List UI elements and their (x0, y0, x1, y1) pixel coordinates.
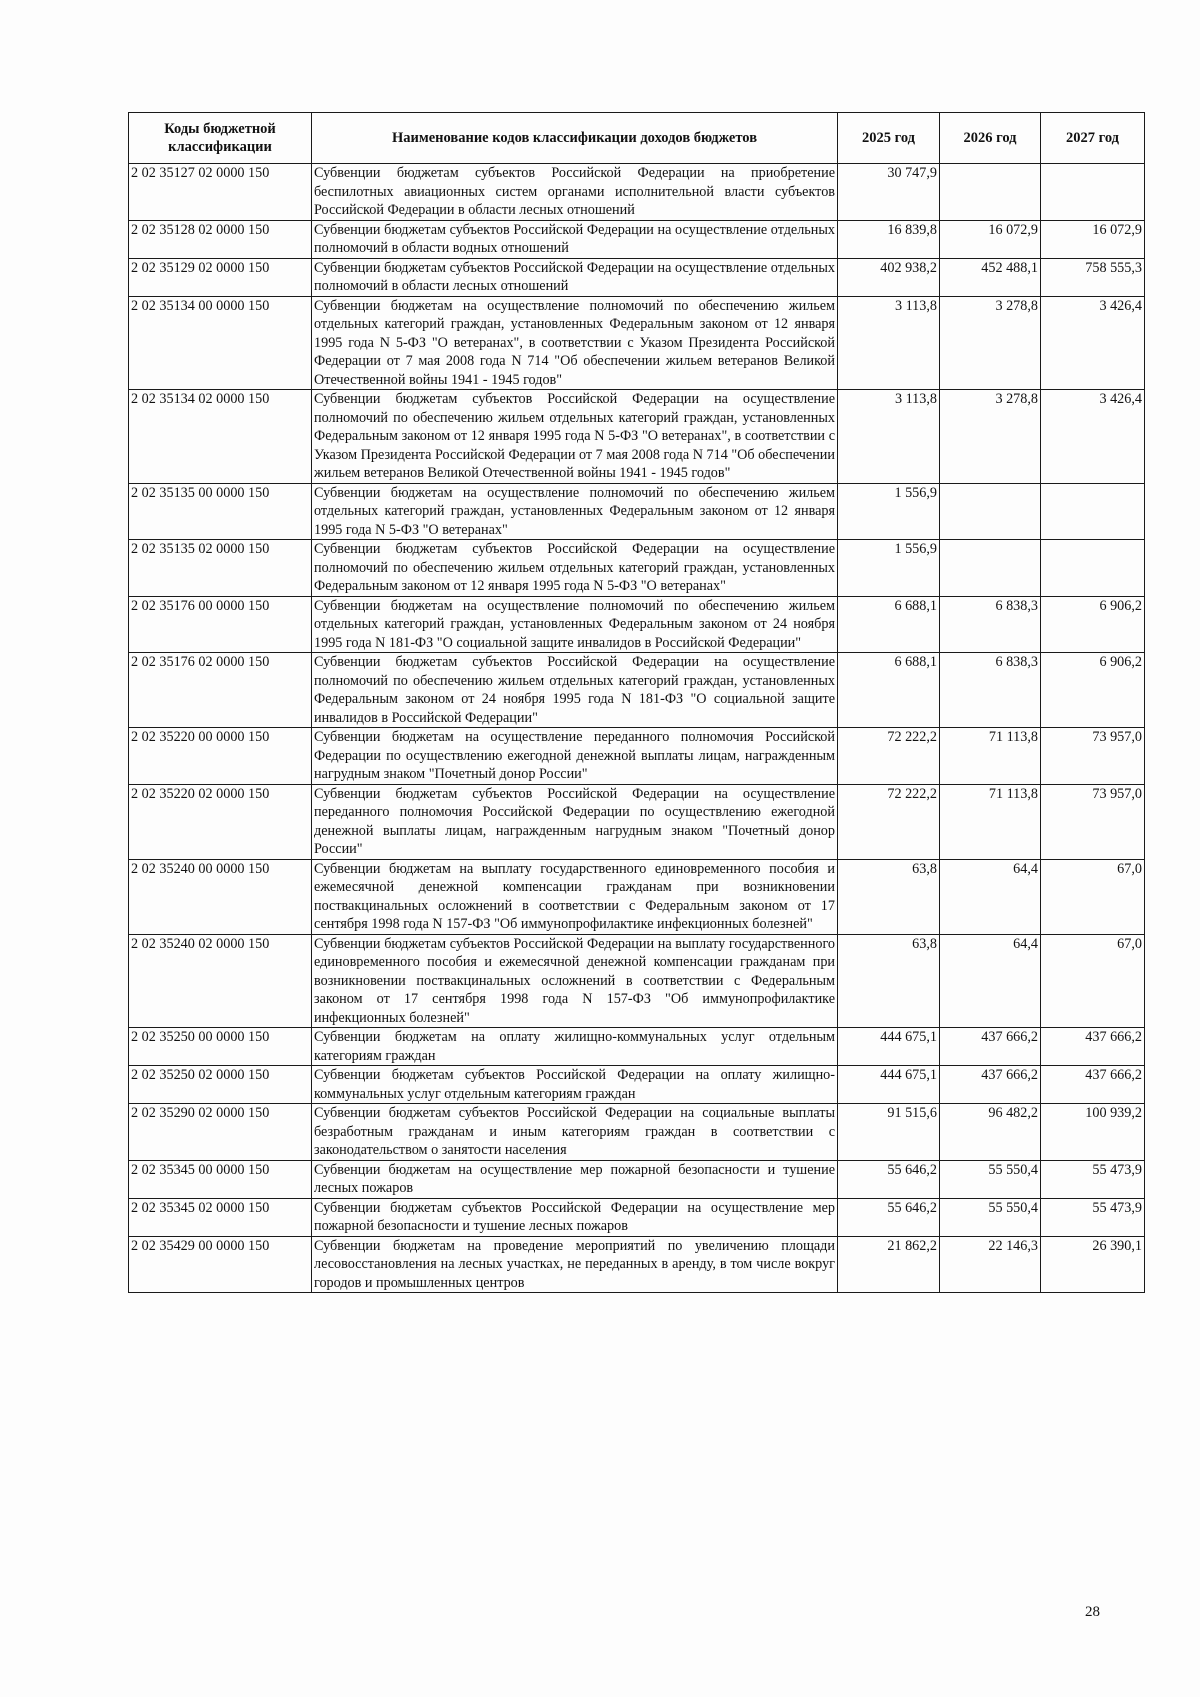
row-name-cell: Субвенции бюджетам субъектов Российской Федерации на осуществление отдельных полномочий в области водных отношений (312, 220, 838, 258)
row-2026-cell: 71 113,8 (940, 728, 1041, 785)
row-code-cell: 2 02 35345 00 0000 150 (129, 1160, 312, 1198)
table-row (129, 1066, 1145, 1104)
table-body (129, 164, 1145, 1293)
row-code-cell: 2 02 35134 02 0000 150 (129, 390, 312, 484)
row-name-cell: Субвенции бюджетам субъектов Российской Федерации на оплату жилищно-коммунальных услуг отдельным категориям граждан (312, 1066, 838, 1104)
row-2026-cell: 437 666,2 (940, 1066, 1041, 1104)
row-2026-cell: 55 550,4 (940, 1160, 1041, 1198)
row-2026-cell: 22 146,3 (940, 1236, 1041, 1293)
row-name-cell: Субвенции бюджетам на осуществление полномочий по обеспечению жильем отдельных категорий граждан, установленных Федеральным законом от 12 января 1995 года N 5-ФЗ "О ветеранах", в соответствии с Указом Президента Российской Федерации от 7 мая 2008 года N 714 "Об обеспечении жильем ветеранов Великой Отечественной войны 1941 - 1945 годов" (312, 296, 838, 390)
header-2026: 2026 год (940, 113, 1041, 164)
row-code-cell: 2 02 35220 00 0000 150 (129, 728, 312, 785)
row-2027-cell (1041, 483, 1145, 540)
table-row (129, 1028, 1145, 1066)
table-row (129, 483, 1145, 540)
row-2025-cell: 16 839,8 (838, 220, 940, 258)
row-name-cell: Субвенции бюджетам на выплату государственного единовременного пособия и ежемесячной денежной компенсации гражданам при возникновении поствакцинальных осложнений в соответствии с Федеральным законом от 17 сентября 1998 года N 157-ФЗ "Об иммунопрофилактике инфекционных болезней" (312, 859, 838, 934)
row-2026-cell: 6 838,3 (940, 596, 1041, 653)
table-row (129, 220, 1145, 258)
row-2025-cell: 444 675,1 (838, 1028, 940, 1066)
row-2027-cell: 3 426,4 (1041, 390, 1145, 484)
row-code-cell: 2 02 35176 02 0000 150 (129, 653, 312, 728)
row-name-cell: Субвенции бюджетам на осуществление полномочий по обеспечению жильем отдельных категорий граждан, установленных Федеральным законом от 24 ноября 1995 года N 181-ФЗ "О социальной защите инвалидов в Российской Федерации" (312, 596, 838, 653)
row-2025-cell: 30 747,9 (838, 164, 940, 221)
row-2026-cell: 96 482,2 (940, 1104, 1041, 1161)
page-number: 28 (1085, 1604, 1100, 1620)
row-code-cell: 2 02 35128 02 0000 150 (129, 220, 312, 258)
row-code-cell: 2 02 35135 00 0000 150 (129, 483, 312, 540)
row-2026-cell (940, 164, 1041, 221)
row-2027-cell: 26 390,1 (1041, 1236, 1145, 1293)
row-2027-cell: 3 426,4 (1041, 296, 1145, 390)
row-2026-cell: 16 072,9 (940, 220, 1041, 258)
row-2027-cell: 67,0 (1041, 859, 1145, 934)
row-2025-cell: 6 688,1 (838, 596, 940, 653)
row-2026-cell: 437 666,2 (940, 1028, 1041, 1066)
row-2027-cell: 6 906,2 (1041, 653, 1145, 728)
row-code-cell: 2 02 35127 02 0000 150 (129, 164, 312, 221)
row-2025-cell: 3 113,8 (838, 390, 940, 484)
table-row (129, 653, 1145, 728)
budget-revenue-table (128, 112, 1145, 1293)
row-name-cell: Субвенции бюджетам субъектов Российской Федерации на приобретение беспилотных авиационных систем органами исполнительной власти субъектов Российской Федерации в области лесных отношений (312, 164, 838, 221)
header-2027: 2027 год (1041, 113, 1145, 164)
row-name-cell: Субвенции бюджетам на осуществление мер пожарной безопасности и тушение лесных пожаров (312, 1160, 838, 1198)
row-2027-cell: 55 473,9 (1041, 1198, 1145, 1236)
table-row (129, 540, 1145, 597)
row-2026-cell: 3 278,8 (940, 296, 1041, 390)
row-2026-cell: 55 550,4 (940, 1198, 1041, 1236)
row-2025-cell: 55 646,2 (838, 1198, 940, 1236)
row-2026-cell: 6 838,3 (940, 653, 1041, 728)
row-code-cell: 2 02 35135 02 0000 150 (129, 540, 312, 597)
row-name-cell: Субвенции бюджетам на осуществление переданного полномочия Российской Федерации по осуществлению ежегодной денежной выплаты лицам, награжденным нагрудным знаком "Почетный донор России" (312, 728, 838, 785)
header-name: Наименование кодов классификации доходов бюджетов (312, 113, 838, 164)
table-row (129, 1160, 1145, 1198)
row-2025-cell: 72 222,2 (838, 728, 940, 785)
row-2027-cell: 16 072,9 (1041, 220, 1145, 258)
table-row (129, 859, 1145, 934)
row-2025-cell: 1 556,9 (838, 483, 940, 540)
header-code: Коды бюджетной классификации (129, 113, 312, 164)
header-2025: 2025 год (838, 113, 940, 164)
table-row (129, 164, 1145, 221)
row-2025-cell: 72 222,2 (838, 784, 940, 859)
row-2027-cell: 73 957,0 (1041, 784, 1145, 859)
row-2026-cell: 452 488,1 (940, 258, 1041, 296)
row-2025-cell: 6 688,1 (838, 653, 940, 728)
row-2025-cell: 1 556,9 (838, 540, 940, 597)
row-name-cell: Субвенции бюджетам на осуществление полномочий по обеспечению жильем отдельных категорий граждан, установленных Федеральным законом от 12 января 1995 года N 5-ФЗ "О ветеранах" (312, 483, 838, 540)
table-row (129, 296, 1145, 390)
row-2025-cell: 402 938,2 (838, 258, 940, 296)
row-2026-cell: 64,4 (940, 934, 1041, 1028)
row-code-cell: 2 02 35290 02 0000 150 (129, 1104, 312, 1161)
row-code-cell: 2 02 35176 00 0000 150 (129, 596, 312, 653)
table-row (129, 1104, 1145, 1161)
row-2025-cell: 444 675,1 (838, 1066, 940, 1104)
row-2026-cell (940, 540, 1041, 597)
row-name-cell: Субвенции бюджетам субъектов Российской Федерации на осуществление переданного полномочия Российской Федерации по осуществлению ежегодной денежной выплаты лицам, награжденным нагрудным знаком "Почетный донор России" (312, 784, 838, 859)
row-2026-cell (940, 483, 1041, 540)
table-row (129, 728, 1145, 785)
row-name-cell: Субвенции бюджетам субъектов Российской Федерации на осуществление полномочий по обеспечению жильем отдельных категорий граждан, установленных Федеральным законом от 12 января 1995 года N 5-ФЗ "О ветеранах" (312, 540, 838, 597)
row-2027-cell: 67,0 (1041, 934, 1145, 1028)
row-code-cell: 2 02 35129 02 0000 150 (129, 258, 312, 296)
row-2025-cell: 63,8 (838, 859, 940, 934)
row-name-cell: Субвенции бюджетам субъектов Российской Федерации на осуществление полномочий по обеспечению жильем отдельных категорий граждан, установленных Федеральным законом от 12 января 1995 года N 5-ФЗ "О ветеранах", в соответствии с Указом Президента Российской Федерации от 7 мая 2008 года N 714 "Об обеспечении жильем ветеранов Великой Отечественной войны 1941 - 1945 годов" (312, 390, 838, 484)
row-2027-cell: 437 666,2 (1041, 1066, 1145, 1104)
row-2026-cell: 71 113,8 (940, 784, 1041, 859)
table-row (129, 258, 1145, 296)
row-code-cell: 2 02 35134 00 0000 150 (129, 296, 312, 390)
row-name-cell: Субвенции бюджетам на оплату жилищно-коммунальных услуг отдельным категориям граждан (312, 1028, 838, 1066)
row-name-cell: Субвенции бюджетам субъектов Российской Федерации на выплату государственного единовременного пособия и ежемесячной денежной компенсации гражданам при возникновении поствакцинальных осложнений в соответствии с Федеральным законом от 17 сентября 1998 года N 157-ФЗ "Об иммунопрофилактике инфекционных болезней" (312, 934, 838, 1028)
table-row (129, 596, 1145, 653)
row-2025-cell: 63,8 (838, 934, 940, 1028)
row-2026-cell: 3 278,8 (940, 390, 1041, 484)
row-2027-cell: 100 939,2 (1041, 1104, 1145, 1161)
row-code-cell: 2 02 35240 02 0000 150 (129, 934, 312, 1028)
row-2026-cell: 64,4 (940, 859, 1041, 934)
row-2027-cell: 758 555,3 (1041, 258, 1145, 296)
row-2027-cell (1041, 164, 1145, 221)
table-row (129, 1198, 1145, 1236)
table-row (129, 390, 1145, 484)
row-code-cell: 2 02 35250 00 0000 150 (129, 1028, 312, 1066)
row-code-cell: 2 02 35240 00 0000 150 (129, 859, 312, 934)
row-2027-cell: 55 473,9 (1041, 1160, 1145, 1198)
row-2025-cell: 21 862,2 (838, 1236, 940, 1293)
row-2027-cell: 73 957,0 (1041, 728, 1145, 785)
row-2027-cell (1041, 540, 1145, 597)
row-2025-cell: 55 646,2 (838, 1160, 940, 1198)
row-name-cell: Субвенции бюджетам субъектов Российской Федерации на осуществление отдельных полномочий в области лесных отношений (312, 258, 838, 296)
row-name-cell: Субвенции бюджетам субъектов Российской Федерации на социальные выплаты безработным гражданам и иным категориям граждан в соответствии с законодательством о занятости населения (312, 1104, 838, 1161)
row-2027-cell: 6 906,2 (1041, 596, 1145, 653)
row-name-cell: Субвенции бюджетам на проведение мероприятий по увеличению площади лесовосстановления на лесных участках, не переданных в аренду, в том числе вокруг городов и промышленных центров (312, 1236, 838, 1293)
row-code-cell: 2 02 35250 02 0000 150 (129, 1066, 312, 1104)
row-2027-cell: 437 666,2 (1041, 1028, 1145, 1066)
row-2025-cell: 91 515,6 (838, 1104, 940, 1161)
table-row (129, 784, 1145, 859)
table-row (129, 1236, 1145, 1293)
table-header-row (129, 113, 1145, 164)
table-row (129, 934, 1145, 1028)
row-2025-cell: 3 113,8 (838, 296, 940, 390)
row-name-cell: Субвенции бюджетам субъектов Российской Федерации на осуществление полномочий по обеспечению жильем отдельных категорий граждан, установленных Федеральным законом от 24 ноября 1995 года N 181-ФЗ "О социальной защите инвалидов в Российской Федерации" (312, 653, 838, 728)
row-code-cell: 2 02 35345 02 0000 150 (129, 1198, 312, 1236)
row-code-cell: 2 02 35220 02 0000 150 (129, 784, 312, 859)
row-code-cell: 2 02 35429 00 0000 150 (129, 1236, 312, 1293)
row-name-cell: Субвенции бюджетам субъектов Российской Федерации на осуществление мер пожарной безопасности и тушение лесных пожаров (312, 1198, 838, 1236)
